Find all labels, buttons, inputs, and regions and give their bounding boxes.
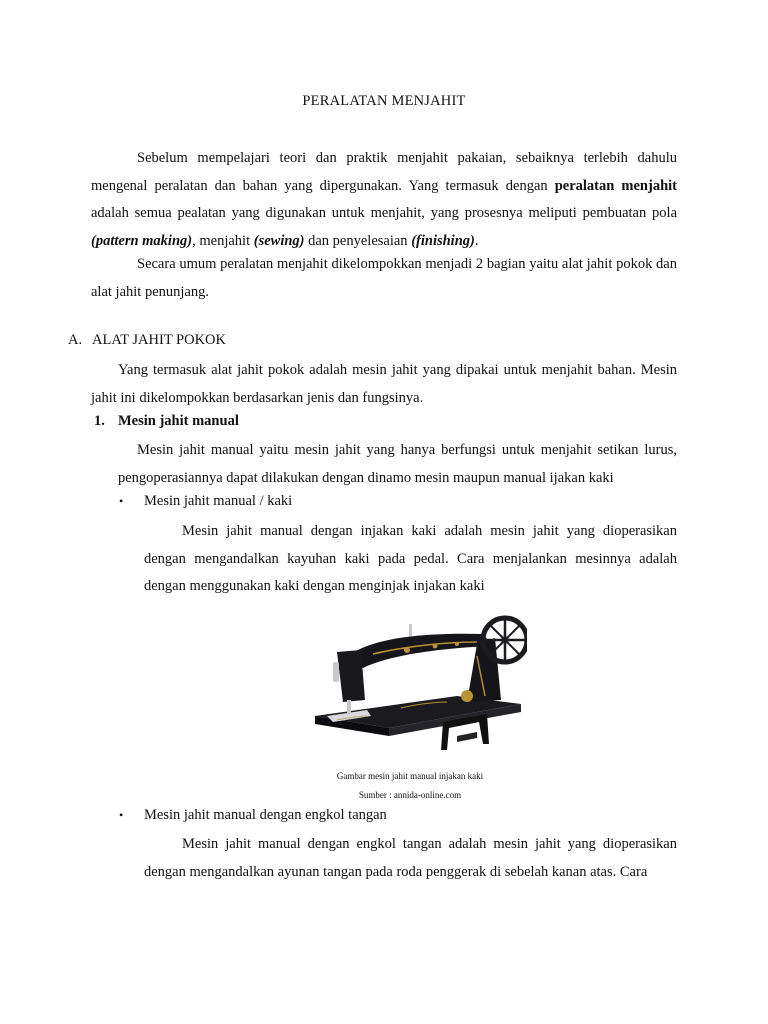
bullet-1-text: Mesin jahit manual dengan injakan kaki adalah mesin jahit yang dioperasikan dengan mengandalkan kayuhan kaki pada pedal. Cara menjalankan mesinnya adalah dengan menggunakan kaki dengan menginjak injakan kaki (144, 523, 677, 594)
sewing-machine-illustration (307, 604, 527, 764)
intro-text-c: , menjahit (192, 232, 254, 249)
bullet-2-paragraph (144, 831, 677, 886)
section-marker: A. (68, 332, 83, 348)
bullet-dot: • (119, 494, 124, 508)
bullet-1-paragraph (144, 518, 677, 601)
bullet-item-2 (119, 807, 387, 824)
item-number: 1. (94, 413, 105, 429)
term-sewing: (sewing) (253, 232, 305, 249)
intro-text-d: dan penyelesaian (304, 232, 412, 249)
section-a-text: Yang termasuk alat jahit pokok adalah mesin jahit yang dipakai untuk menjahit bahan. Mesin jahit ini dikelompokkan berdasarkan jenis dan fungsinya. (91, 362, 677, 406)
item-title: Mesin jahit manual (118, 413, 239, 429)
intro-p2-text: Secara umum peralatan menjahit dikelompokkan menjadi 2 bagian yaitu alat jahit pokok dan alat jahit penunjang. (91, 256, 677, 300)
item-1-paragraph (118, 437, 677, 492)
term-pattern-making: (pattern making) (91, 232, 193, 249)
sewing-machine-image (307, 604, 527, 764)
item-1-text: Mesin jahit manual yaitu mesin jahit yang hanya berfungsi untuk menjahit setikan lurus, pengoperasiannya dapat dilakukan dengan dinamo mesin maupun manual ijakan kaki (118, 442, 677, 486)
section-a-heading (68, 332, 226, 349)
page-title: PERALATAN MENJAHIT (302, 93, 466, 109)
intro-text-a: Sebelum mempelajari teori dan praktik menjahit pakaian, sebaiknya terlebih dahulu mengenal peralatan dan bahan yang dipergunakan. Yang termasuk dengan (91, 150, 677, 194)
figure-caption: Gambar mesin jahit manual injakan kaki (336, 771, 484, 781)
intro-paragraph-1 (91, 145, 677, 255)
intro-text-b: adalah semua pealatan yang digunakan untuk menjahit, yang prosesnya meliputi pembuatan pola (91, 205, 677, 221)
figure-source: Sumber : annida-online.com (358, 790, 462, 800)
term-finishing: (finishing) (411, 232, 475, 249)
item-1-heading (94, 413, 239, 430)
bullet-item-1 (119, 493, 292, 510)
bullet-dot: • (119, 808, 124, 822)
intro-bold-term: peralatan menjahit (554, 177, 677, 194)
intro-text-e: . (474, 232, 479, 249)
bullet-2-text: Mesin jahit manual dengan engkol tangan adalah mesin jahit yang dioperasikan dengan mengandalkan ayunan tangan pada roda penggerak di sebelah kanan atas. Cara (144, 836, 677, 880)
section-a-paragraph (91, 357, 677, 412)
intro-paragraph-2 (91, 251, 677, 306)
bullet-1-label: Mesin jahit manual / kaki (144, 493, 293, 509)
section-heading-text: ALAT JAHIT POKOK (92, 332, 226, 348)
bullet-2-label: Mesin jahit manual dengan engkol tangan (144, 807, 387, 823)
